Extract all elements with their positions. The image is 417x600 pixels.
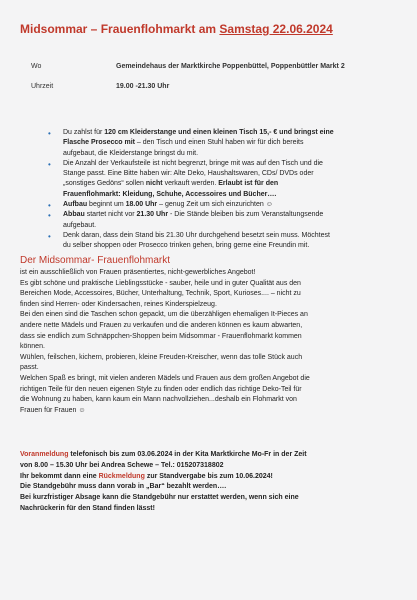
bullet-text: Stange passt. Eine Bitte haben wir: Alte Deko, Haushaltswaren, CDs/ DVDs oder xyxy=(63,170,314,178)
page-title xyxy=(20,22,410,36)
footer-text: Rückmeldung xyxy=(98,472,145,480)
bullet-text: - Die Stände bleiben bis zum Veranstaltungsende xyxy=(168,211,324,219)
where-value-bold: Gemeindehaus xyxy=(116,63,167,70)
where-value xyxy=(116,63,345,70)
description-paragraph xyxy=(20,268,390,416)
where-value-rest: der Marktkirche Poppenbüttel, Poppenbüttler Markt 2 xyxy=(168,63,345,70)
bullet-dot-icon: • xyxy=(48,231,51,241)
bullet-text: Flasche Prosecco mit xyxy=(63,139,135,147)
where-label: Wo xyxy=(31,63,42,70)
bullet-item xyxy=(48,210,378,231)
bullet-text: beginnt um xyxy=(87,201,126,209)
paragraph-line: dass sie endlich zum Schnäppchen-Shoppen beim Midsommar - Frauenflohmarkt kommen xyxy=(20,332,302,340)
bullet-dot-icon: • xyxy=(48,159,51,169)
bullet-line xyxy=(63,128,378,138)
footer-text: Bei kurzfristiger Absage kann die Standgebühr nur erstattet werden, wenn sich eine xyxy=(20,494,299,502)
bullet-text: verkauft werden. xyxy=(162,180,219,188)
title-text: Midsommar – Frauenflohmarkt am xyxy=(20,22,217,36)
footer-line xyxy=(20,472,395,483)
bullet-item xyxy=(48,200,378,210)
bullet-line xyxy=(63,221,378,231)
footer-text: Ihr bekommt dann eine xyxy=(20,472,99,480)
paragraph-line: Bei den einen sind die Taschen schon gepackt, um die überzähligen ehemaligen It-Pieces an xyxy=(20,311,308,319)
footer-text: Nachrückerin für den Stand finden lässt! xyxy=(20,504,155,512)
bullet-line xyxy=(63,149,378,159)
section-title: Der Midsommar- Frauenflohmarkt xyxy=(20,255,171,266)
paragraph-line: Es gibt schöne und praktische Lieblingsstücke - sauber, heile und in guter Qualität aus den xyxy=(20,279,301,287)
bullet-line xyxy=(63,231,378,241)
bullet-item xyxy=(48,159,378,200)
bullet-text: du selber shoppen oder Prosecco trinken gehen, bring gerne eine Freundin mit. xyxy=(63,242,310,250)
bullet-dot-icon: • xyxy=(48,211,51,221)
bullet-text: aufgebaut. xyxy=(63,221,97,229)
paragraph-line: können. xyxy=(20,343,45,351)
bullet-text: Abbau xyxy=(63,211,85,219)
bullet-line xyxy=(63,159,378,169)
paragraph-line: ist ein ausschließlich von Frauen präsentiertes, nicht-gewerbliches Angebot! xyxy=(20,269,256,276)
footer-text: Die Standgebühr muss dann vorab in „Bar“ bezahlt werden…. xyxy=(20,483,227,491)
footer-text: Voranmeldung xyxy=(20,451,69,458)
paragraph-line: Bereichen Mode, Accessoires, Bücher, Unterhaltung, Technik, Sport, Kurioses.... – nicht zu xyxy=(20,290,301,298)
title-date: Samstag 22.06.2024 xyxy=(219,22,333,36)
paragraph-line: finden sind Herren- oder Kindersachen, reines Kinderspielzeug. xyxy=(20,300,217,308)
bullet-text: startet nicht vor xyxy=(84,211,137,219)
bullet-item xyxy=(48,128,378,159)
registration-info xyxy=(20,450,395,515)
bullet-item xyxy=(48,231,378,252)
bullet-line xyxy=(63,169,378,179)
bullet-text: – den Tisch und einen Stuhl haben wir für dich bereits xyxy=(134,139,304,147)
paragraph-line: passt. xyxy=(20,364,39,372)
bullet-line xyxy=(63,210,378,220)
paragraph-line: andere nette Mädels und Frauen zu verkaufen und die anderen können es kaum abwarten, xyxy=(20,321,303,329)
paragraph-line: Frauen für Frauen ☺ xyxy=(20,406,86,414)
bullet-text: nicht xyxy=(145,180,163,188)
bullet-dot-icon: • xyxy=(48,201,51,211)
bullet-line xyxy=(63,179,378,189)
bullet-text: 18.00 Uhr xyxy=(125,201,158,209)
bullet-text: 21.30 Uhr xyxy=(136,211,169,219)
paragraph-line: Wühlen, feilschen, kichern, probieren, kleine Freuden-Kreischer, wenn das tolle Stück auch xyxy=(20,353,303,361)
paragraph-line: die Wohnung zu haben, kann kaum ein Mann nachvollziehen...deshalb ein Flohmarkt von xyxy=(20,396,297,404)
bullet-text: Denk daran, dass dein Stand bis 21.30 Uhr durchgehend besetzt sein muss. Möchtest xyxy=(63,231,330,239)
bullet-line xyxy=(63,200,378,210)
paragraph-line: Welchen Spaß es bringt, mit vielen anderen Mädels und Frauen aus dem großen Angebot die xyxy=(20,374,310,382)
footer-line xyxy=(20,493,395,504)
paragraph-line: richtigen Teile für den neuen eigenen Style zu finden oder endlich das richtige Deko-Teil für xyxy=(20,385,302,393)
bullet-line xyxy=(63,138,378,148)
time-label: Uhrzeit xyxy=(31,83,54,90)
bullet-text: – genug Zeit um sich einzurichten ☺ xyxy=(157,201,273,209)
bullet-text: Erlaubt ist für den xyxy=(218,180,279,188)
bullet-text: 120 cm Kleiderstange und einen kleinen Tisch 15,- € und bringst eine xyxy=(104,129,334,136)
bullet-line xyxy=(63,190,378,200)
footer-text: von 8.00 – 15.30 Uhr bei Andrea Schewe – Tel.: 015207318802 xyxy=(20,461,224,469)
time-value: 19.00 -21.30 Uhr xyxy=(116,83,170,90)
bullet-line xyxy=(63,241,378,251)
bullet-text: Du zahlst für xyxy=(63,129,105,136)
bullet-dot-icon: • xyxy=(48,129,51,138)
footer-line xyxy=(20,461,395,472)
footer-text: telefonisch bis zum 03.06.2024 in der Kita Marktkirche Mo-Fr in der Zeit xyxy=(68,451,307,458)
footer-line xyxy=(20,450,395,461)
bullet-text: Aufbau xyxy=(63,201,88,209)
bullet-text: Frauenflohmarkt: Kleidung, Schuhe, Accessoires und Bücher…. xyxy=(63,190,277,198)
bullet-text: „sonstiges Gedöns“ sollen xyxy=(63,180,146,188)
footer-line xyxy=(20,504,395,515)
bullet-text: aufgebaut, die Kleiderstange bringst du mit. xyxy=(63,149,199,157)
info-bullet-list xyxy=(48,128,378,252)
bullet-text: Die Anzahl der Verkaufsteile ist nicht begrenzt, bringe mit was auf den Tisch und die xyxy=(63,159,323,167)
footer-text: zur Standvergabe bis zum 10.06.2024! xyxy=(144,472,273,480)
footer-line xyxy=(20,482,395,493)
